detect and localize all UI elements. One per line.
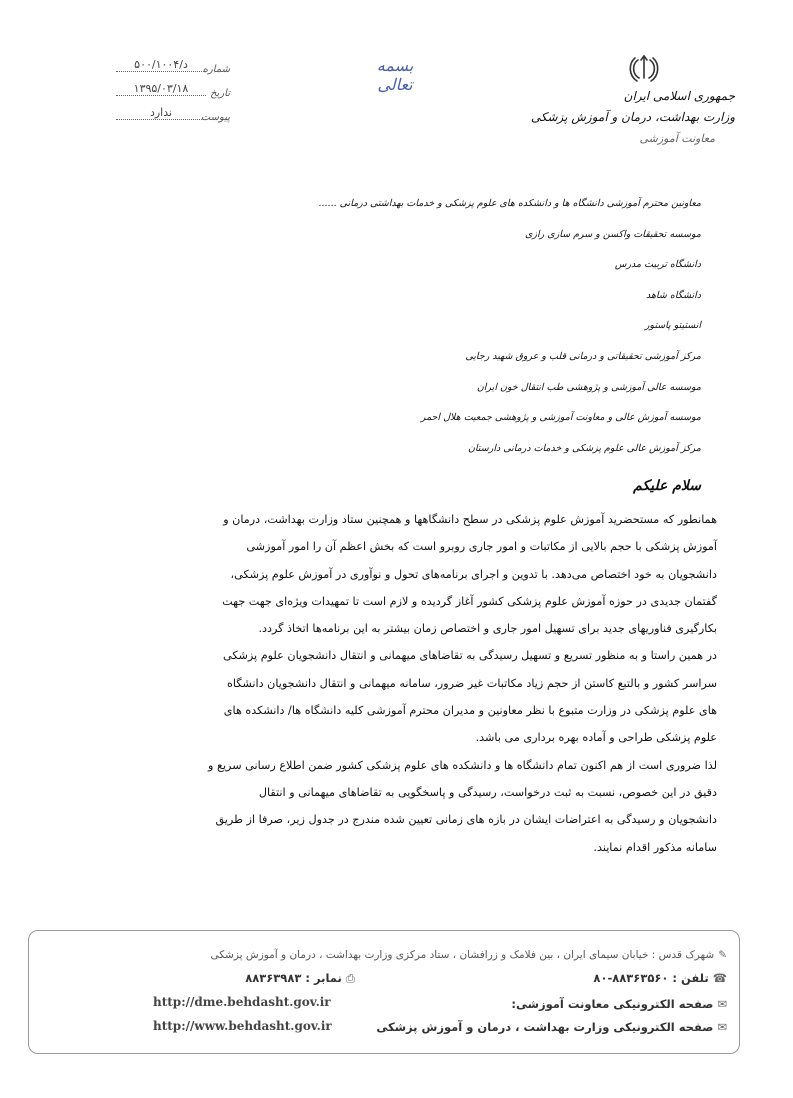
letter-attachment-label: پیوست — [200, 112, 230, 123]
body-line: همانطور که مستحضرید آموزش علوم پزشکی در سطح دانشگاهها و همچنین ستاد وزارت بهداشت، درمان و — [223, 513, 717, 526]
footer-web-deputy-label: صفحه الکترونیکی معاونت آموزشی: — [511, 997, 714, 1011]
footer-fax-label: نمابر : — [305, 971, 342, 985]
letter-date-value: ۱۳۹۵/۰۳/۱۸ — [116, 82, 206, 96]
recipient-item: معاونین محترم آموزشی دانشگاه ها و دانشکده های علوم پزشکی و خدمات بهداشتی درمانی ...... — [318, 198, 701, 209]
letter-metadata — [110, 58, 230, 130]
letter-date-label: تاریخ — [210, 88, 230, 99]
footer-web-deputy — [511, 997, 727, 1011]
letter-footer — [28, 930, 740, 1054]
pen-icon: ✎ — [718, 949, 727, 961]
recipient-list — [81, 196, 701, 471]
recipient-item: موسسه آموزش عالی و معاونت آموزشی و پژوهشی جمعیت هلال احمر — [420, 412, 701, 424]
recipient-item: دانشگاه شاهد — [646, 289, 701, 301]
footer-phone — [593, 971, 727, 985]
footer-web-ministry-label: صفحه الکترونیکی وزارت بهداشت ، درمان و آموزش پزشکی — [376, 1020, 714, 1034]
footer-url-ministry[interactable]: http://www.behdasht.gov.ir — [153, 1019, 332, 1033]
body-line: در همین راستا و به منظور تسریع و تسهیل رسیدگی به تقاضاهای میهمانی و انتقال دانشجویان علوم پزشکی — [223, 649, 717, 663]
body-line: علوم پزشکی طراحی و آماده بهره برداری می باشد. — [475, 731, 717, 745]
recipient-item: مرکز آموزشی تحقیقاتی و درمانی قلب و عروق شهید رجایی — [465, 350, 701, 362]
body-line: لذا ضروری است از هم اکنون تمام دانشگاه ها و دانشکده های علوم پزشکی کشور ضمن اطلاع رسانی سریع و — [208, 758, 717, 772]
letter-number-value: ۵۰۰/۱۰۰۴/د — [116, 58, 206, 72]
letter-number-row — [110, 58, 230, 82]
body-line: دقیق در این خصوص، نسبت به ثبت درخواست، رسیدگی و پاسخگویی به تقاضاهای میهمانی و انتقال — [258, 785, 717, 799]
body-line: سامانه مذکور اقدام نمایند. — [593, 840, 717, 854]
printer-icon: ⎙ — [345, 971, 355, 985]
footer-fax — [245, 971, 355, 986]
footer-address-text: شهرک قدس : خیابان سیمای ایران ، بین فلامک و زرافشان ، ستاد مرکزی وزارت بهداشت ، درمان و آموزش پزشکی — [210, 949, 715, 961]
body-line: دانشجویان به خود اختصاص می‌دهد. با تدوین و اجرای برنامه‌های تحول و نوآوری در آموزش علوم پزشکی، — [230, 567, 717, 581]
phone-icon: ☎ — [712, 971, 727, 985]
org-ministry: وزارت بهداشت، درمان و آموزش پزشکی — [530, 110, 735, 124]
letter-body — [92, 506, 717, 861]
body-line: دانشجویان و رسیدگی به اعتراضات ایشان در بازه های زمانی تعیین شده مندرج در جدول زیر، صرفا از طریق — [215, 813, 717, 827]
body-line: سراسر کشور و بالتبع کاستن از حجم زیاد مکاتبات غیر ضرور، سامانه میهمانی و انتقال دانشجویان دانشگاه — [226, 676, 717, 690]
recipient-item: مرکز آموزش عالی علوم پزشکی و خدمات درمانی دارستان — [468, 442, 701, 454]
footer-phone-value: ۸۸۳۶۳۵۶۰-۸۰ — [593, 971, 669, 985]
organization-header — [515, 86, 735, 150]
footer-url-deputy[interactable]: http://dme.behdasht.gov.ir — [153, 995, 331, 1009]
envelope-icon: ✉ — [717, 1020, 727, 1034]
letter-number-label: شماره — [202, 64, 230, 75]
letter-attachment-row — [110, 106, 230, 130]
body-line: آموزش پزشکی با حجم بالایی از مکاتبات و امور جاری روبرو است که بخش اعظم آن را امور آموزشی — [246, 540, 717, 554]
body-line: بکارگیری فناوریهای جدید برای تسهیل امور جاری و اختصاص زمان بیشتر به این برنامه‌ها اتخاذ گردد. — [258, 622, 717, 636]
body-line: های علوم پزشکی در وزارت متبوع با نظر معاونین و مدیران محترم آموزشی کلیه دانشگاه ها/ دانشکده های — [223, 704, 717, 718]
org-country: جمهوری اسلامی ایران — [623, 89, 735, 103]
iran-emblem-icon — [626, 52, 662, 86]
letter-date-row — [110, 82, 230, 106]
org-deputy: معاونت آموزشی — [639, 132, 715, 145]
footer-phone-label: تلفن : — [672, 971, 709, 985]
footer-address — [210, 949, 727, 961]
recipient-item: دانشگاه تربیت مدرس — [614, 259, 701, 271]
greeting: سلام علیکم — [633, 478, 701, 494]
body-line: گفتمان جدیدی در حوزه آموزش علوم پزشکی کشور آغاز گردیده و لازم است تا تمهیدات ویژه‌ای جهت جهت — [222, 594, 717, 608]
letter-attachment-value: ندارد — [116, 106, 206, 120]
footer-web-ministry — [376, 1020, 727, 1034]
recipient-item: انستیتو پاستور — [644, 320, 701, 332]
envelope-icon: ✉ — [717, 997, 727, 1011]
footer-fax-value: ۸۸۳۶۳۹۸۳ — [245, 971, 302, 985]
bismillah-heading: بسمه تعالی — [376, 56, 414, 94]
recipient-item: موسسه تحقیقات واکسن و سرم سازی رازی — [525, 228, 701, 240]
recipient-item: موسسه عالی آموزشی و پژوهشی طب انتقال خون ایران — [476, 381, 701, 393]
